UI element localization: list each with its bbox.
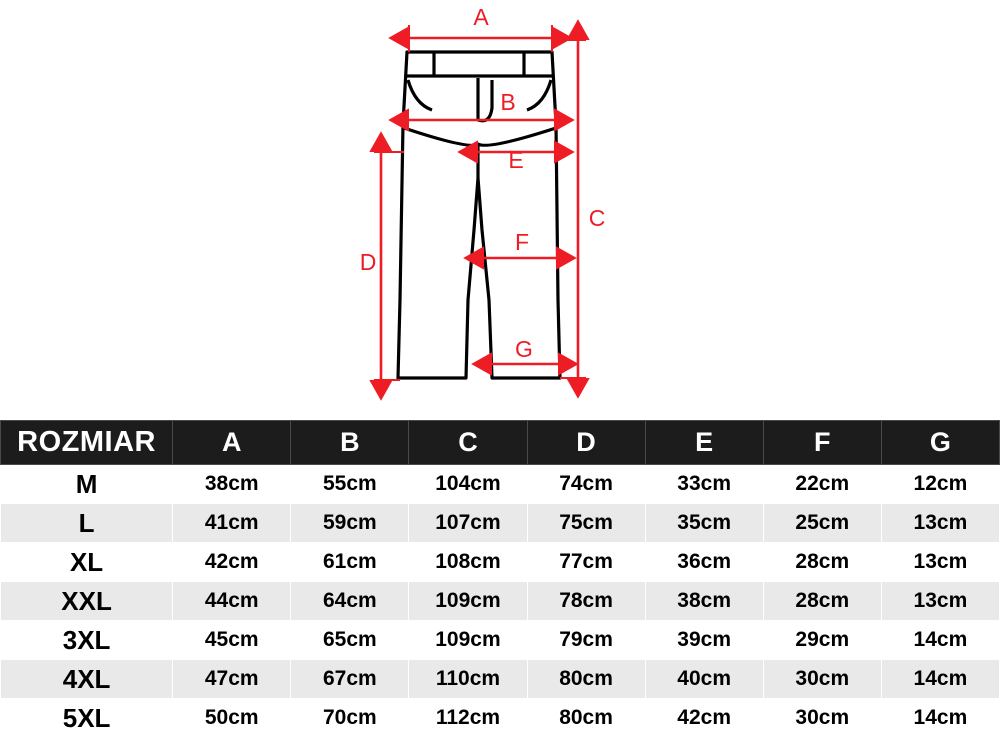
cell-a: 44cm <box>173 582 291 621</box>
cell-f: 29cm <box>763 621 881 660</box>
cell-c: 109cm <box>409 621 527 660</box>
cell-a: 42cm <box>173 543 291 582</box>
cell-b: 61cm <box>291 543 409 582</box>
cell-e: 40cm <box>645 660 763 699</box>
cell-e: 39cm <box>645 621 763 660</box>
column-header-g: G <box>881 421 999 465</box>
size-label: XXL <box>1 582 173 621</box>
cell-g: 12cm <box>881 465 999 504</box>
column-header-f: F <box>763 421 881 465</box>
cell-c: 109cm <box>409 582 527 621</box>
cell-a: 41cm <box>173 504 291 543</box>
cell-d: 77cm <box>527 543 645 582</box>
cell-g: 13cm <box>881 504 999 543</box>
column-header-b: B <box>291 421 409 465</box>
table-header-row <box>1 421 1000 465</box>
cell-a: 47cm <box>173 660 291 699</box>
cell-e: 36cm <box>645 543 763 582</box>
cell-b: 59cm <box>291 504 409 543</box>
table-row <box>1 621 1000 660</box>
cell-d: 75cm <box>527 504 645 543</box>
cell-d: 74cm <box>527 465 645 504</box>
column-header-d: D <box>527 421 645 465</box>
cell-g: 14cm <box>881 621 999 660</box>
cell-g: 14cm <box>881 699 999 738</box>
cell-a: 38cm <box>173 465 291 504</box>
cell-a: 45cm <box>173 621 291 660</box>
cell-f: 30cm <box>763 699 881 738</box>
table-row <box>1 504 1000 543</box>
cell-f: 22cm <box>763 465 881 504</box>
column-header-e: E <box>645 421 763 465</box>
label-F: F <box>514 229 530 255</box>
column-header-rozmiar: ROZMIAR <box>1 421 173 465</box>
cell-b: 70cm <box>291 699 409 738</box>
table-row <box>1 582 1000 621</box>
cell-b: 67cm <box>291 660 409 699</box>
cell-c: 107cm <box>409 504 527 543</box>
size-label: 3XL <box>1 621 173 660</box>
cell-f: 28cm <box>763 543 881 582</box>
cell-c: 112cm <box>409 699 527 738</box>
cell-f: 25cm <box>763 504 881 543</box>
table-row <box>1 465 1000 504</box>
cell-d: 80cm <box>527 660 645 699</box>
label-E: E <box>508 147 524 173</box>
label-D: D <box>359 249 377 275</box>
cell-c: 108cm <box>409 543 527 582</box>
cell-a: 50cm <box>173 699 291 738</box>
cell-d: 79cm <box>527 621 645 660</box>
size-label: XL <box>1 543 173 582</box>
column-header-a: A <box>173 421 291 465</box>
table-row <box>1 699 1000 738</box>
cell-g: 13cm <box>881 543 999 582</box>
table-row <box>1 543 1000 582</box>
size-label: 4XL <box>1 660 173 699</box>
size-label: M <box>1 465 173 504</box>
cell-f: 30cm <box>763 660 881 699</box>
cell-d: 80cm <box>527 699 645 738</box>
table-row <box>1 660 1000 699</box>
size-table <box>0 420 1000 738</box>
cell-b: 64cm <box>291 582 409 621</box>
cell-e: 42cm <box>645 699 763 738</box>
cell-g: 14cm <box>881 660 999 699</box>
cell-e: 38cm <box>645 582 763 621</box>
cell-c: 110cm <box>409 660 527 699</box>
cell-e: 33cm <box>645 465 763 504</box>
cell-b: 65cm <box>291 621 409 660</box>
cell-f: 28cm <box>763 582 881 621</box>
label-B: B <box>500 89 516 115</box>
label-C: C <box>588 205 606 231</box>
cell-c: 104cm <box>409 465 527 504</box>
cell-d: 78cm <box>527 582 645 621</box>
cell-b: 55cm <box>291 465 409 504</box>
size-label: L <box>1 504 173 543</box>
column-header-c: C <box>409 421 527 465</box>
label-G: G <box>515 336 533 362</box>
label-A: A <box>473 4 489 30</box>
cell-e: 35cm <box>645 504 763 543</box>
pants-outline <box>398 52 560 378</box>
size-label: 5XL <box>1 699 173 738</box>
cell-g: 13cm <box>881 582 999 621</box>
